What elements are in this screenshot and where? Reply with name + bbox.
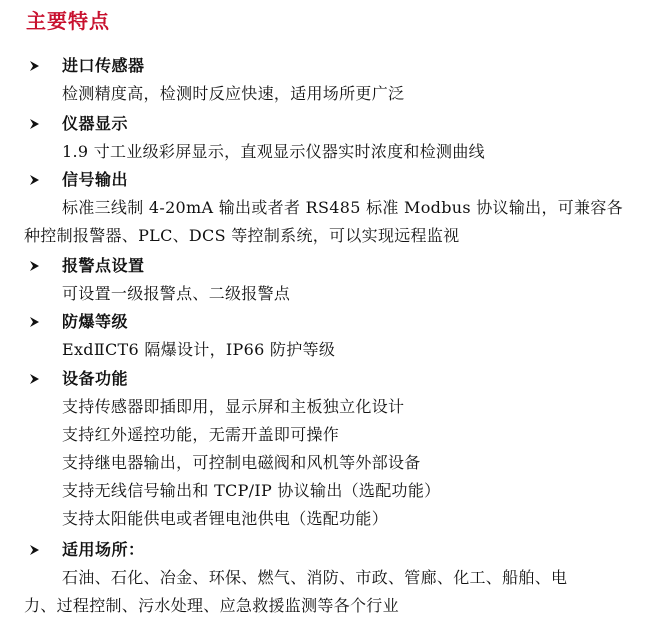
arrow-bullet-icon — [28, 59, 42, 73]
section-heading-text: 仪器显示 — [62, 114, 129, 133]
section-heading-text: 报警点设置 — [62, 256, 145, 275]
section-line: 支持传感器即插即用，显示屏和主板独立化设计 — [62, 397, 405, 416]
section-line: 石油、石化、冶金、环保、燃气、消防、市政、管廊、化工、船舶、电 — [62, 568, 568, 587]
section-heading-functions — [28, 365, 129, 393]
arrow-bullet-icon — [28, 315, 42, 329]
section-line: ExdⅡCT6 隔爆设计，IP66 防护等级 — [62, 340, 336, 359]
section-heading-applications — [28, 536, 145, 564]
arrow-bullet-icon — [28, 259, 42, 273]
section-heading-sensor — [28, 52, 145, 80]
section-line: 支持继电器输出，可控制电磁阀和风机等外部设备 — [62, 453, 421, 472]
section-line: 种控制报警器、PLC、DCS 等控制系统，可以实现远程监视 — [24, 226, 460, 245]
section-heading-display — [28, 110, 129, 138]
arrow-bullet-icon — [28, 543, 42, 557]
section-line: 力、过程控制、污水处理、应急救援监测等各个行业 — [24, 596, 399, 615]
section-line: 1.9 寸工业级彩屏显示，直观显示仪器实时浓度和检测曲线 — [62, 142, 485, 161]
section-line: 支持红外遥控功能，无需开盖即可操作 — [62, 425, 340, 444]
section-line: 支持太阳能供电或者锂电池供电（选配功能） — [62, 509, 389, 528]
section-heading-text: 适用场所： — [62, 540, 145, 559]
section-line: 支持无线信号输出和 TCP/IP 协议输出（选配功能） — [62, 481, 441, 500]
section-heading-explosion-proof — [28, 308, 129, 336]
arrow-bullet-icon — [28, 372, 42, 386]
arrow-bullet-icon — [28, 117, 42, 131]
section-line: 标准三线制 4-20mA 输出或者者 RS485 标准 Modbus 协议输出，可兼容各 — [62, 198, 623, 217]
section-heading-text: 设备功能 — [62, 369, 129, 388]
section-heading-text: 防爆等级 — [62, 312, 129, 331]
section-heading-signal — [28, 166, 129, 194]
section-heading-alarm — [28, 252, 145, 280]
section-heading-text: 信号输出 — [62, 170, 129, 189]
section-line: 可设置一级报警点、二级报警点 — [62, 284, 291, 303]
arrow-bullet-icon — [28, 173, 42, 187]
section-line: 检测精度高，检测时反应快速，适用场所更广泛 — [62, 84, 405, 103]
section-heading-text: 进口传感器 — [62, 56, 145, 75]
page-title: 主要特点 — [26, 9, 110, 33]
